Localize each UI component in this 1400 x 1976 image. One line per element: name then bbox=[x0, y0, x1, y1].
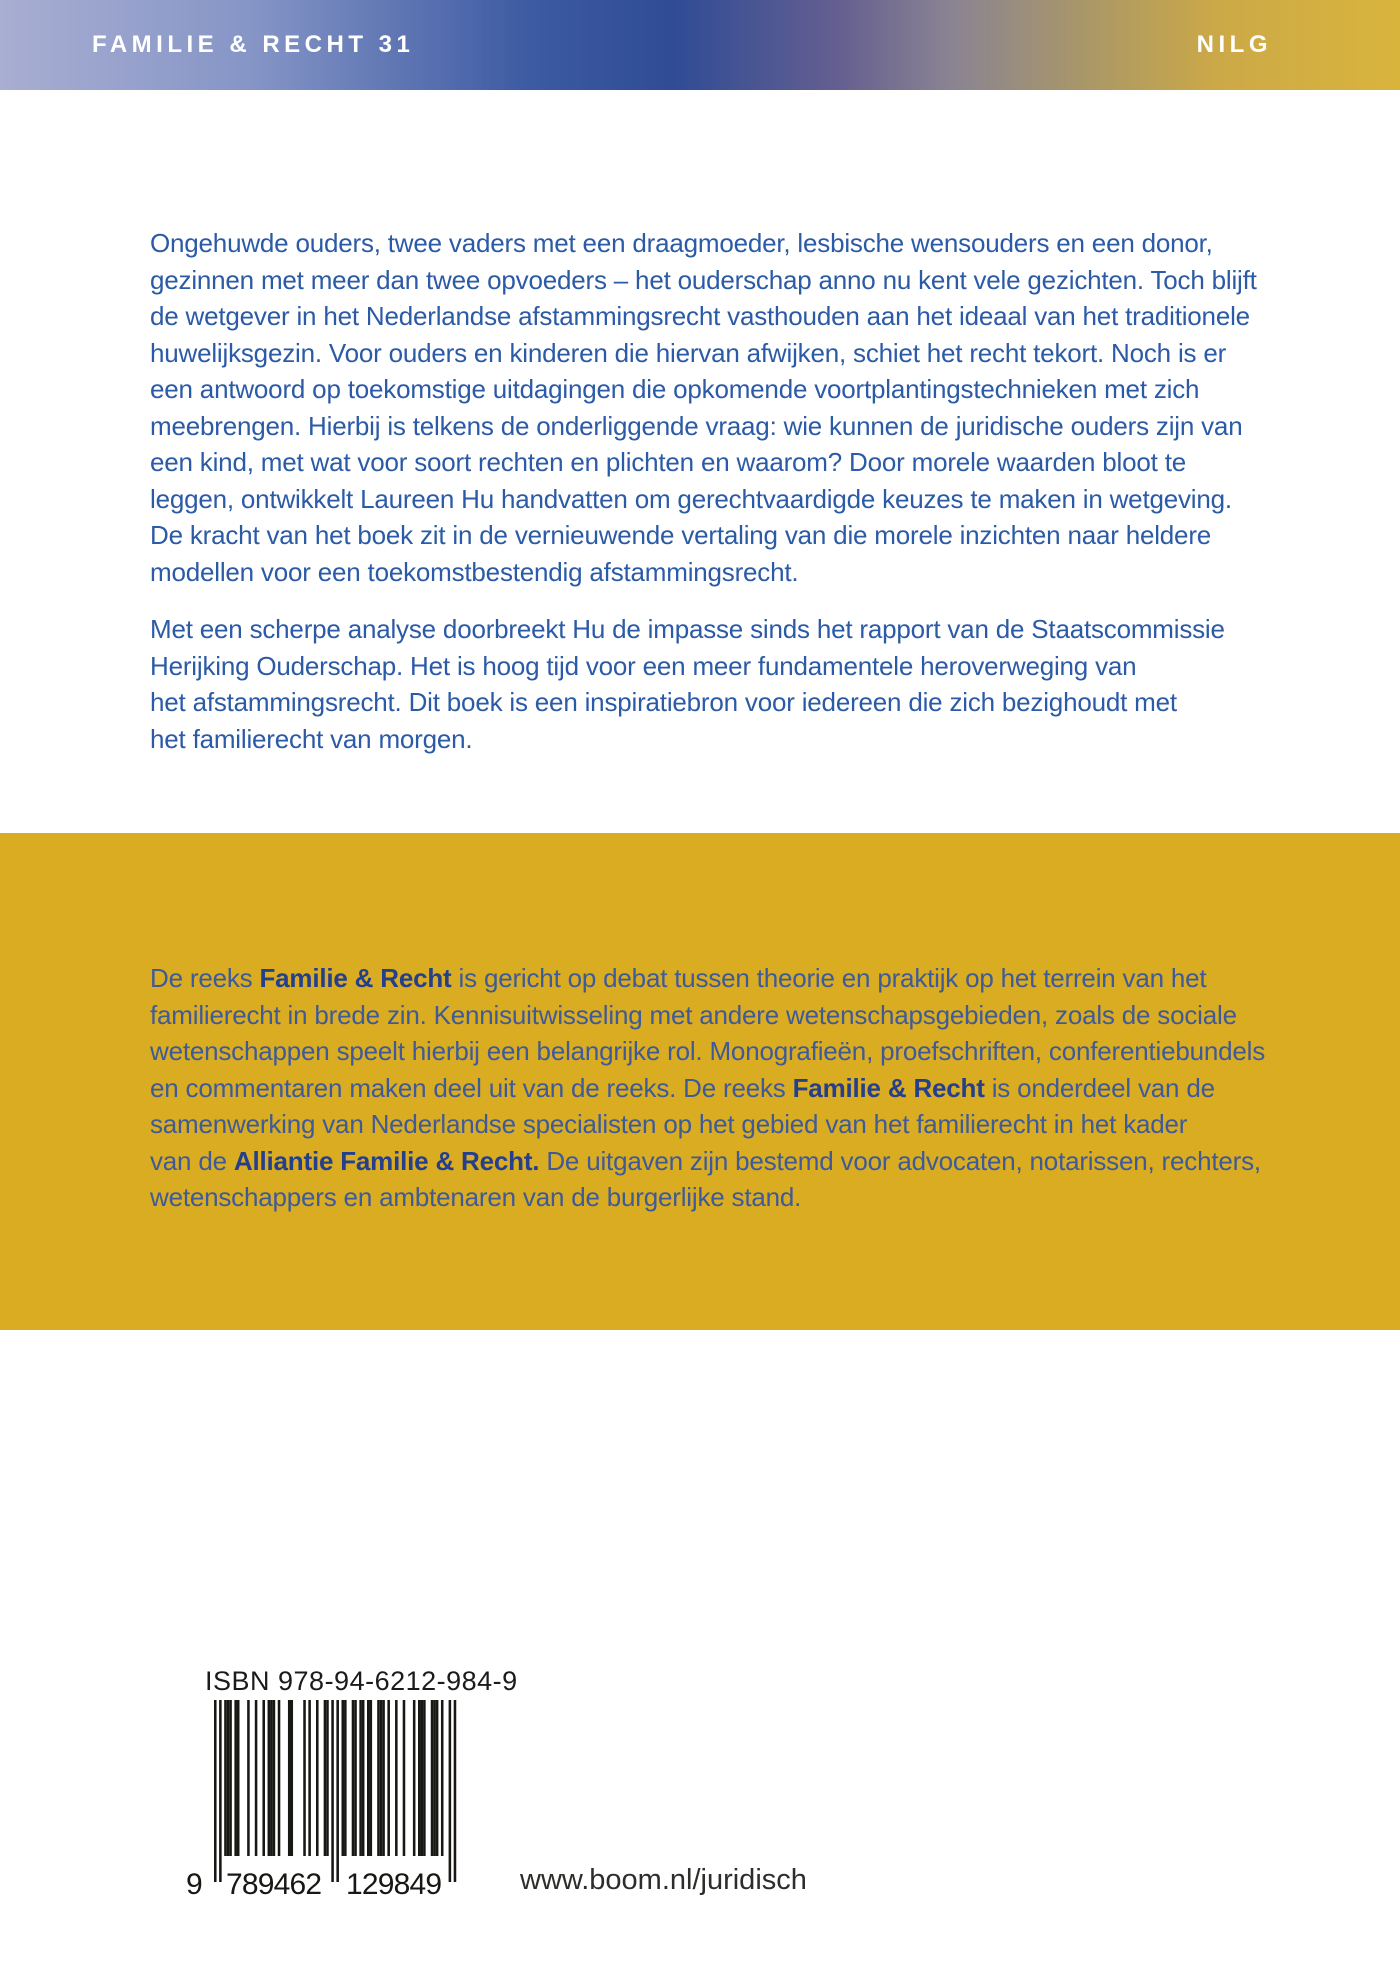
topbar bbox=[0, 0, 1400, 90]
text-segment: van de bbox=[150, 1145, 234, 1176]
svg-text:789462: 789462 bbox=[226, 1868, 322, 1901]
text-segment: samenwerking van Nederlandse specialisten op het gebied van het familierecht in het kader bbox=[150, 1109, 1188, 1139]
ean13-barcode bbox=[186, 1700, 462, 1902]
blurb-paragraph-2 bbox=[150, 611, 1270, 757]
back-cover-blurb bbox=[150, 225, 1270, 757]
series-number-label: FAMILIE & RECHT 31 bbox=[92, 31, 415, 58]
series-description-text bbox=[150, 960, 1400, 1216]
series-name-bold: Alliantie Familie & Recht. bbox=[233, 1145, 540, 1176]
svg-text:9: 9 bbox=[186, 1868, 203, 1901]
text-line bbox=[150, 997, 1400, 1034]
text-segment: wetenschappers en ambtenaren van de burgerlijke stand. bbox=[150, 1182, 802, 1212]
text-line: de wetgever in het Nederlandse afstammingsrecht vasthouden aan het ideaal van het traditionele bbox=[150, 301, 1250, 331]
text-line: Herijking Ouderschap. Het is hoog tijd voor een meer fundamentele heroverweging van bbox=[150, 650, 1137, 681]
publisher-logo-text: NILG bbox=[1196, 31, 1272, 58]
text-line: huwelijksgezin. Voor ouders en kinderen die hiervan afwijken, schiet het recht tekort. Noch is er bbox=[150, 337, 1227, 368]
series-name-bold: Familie & Recht bbox=[792, 1072, 985, 1103]
text-line bbox=[150, 960, 1400, 997]
text-segment: De uitgaven zijn bestemd voor advocaten, notarissen, rechters, bbox=[539, 1145, 1261, 1176]
text-segment: is gericht op debat tussen theorie en praktijk op het terrein van het bbox=[451, 963, 1207, 993]
text-line bbox=[150, 1143, 1400, 1180]
text-line: gezinnen met meer dan twee opvoeders – het ouderschap anno nu kent vele gezichten. Toch blijft bbox=[150, 264, 1257, 295]
text-line: een kind, met wat voor soort rechten en plichten en waarom? Door morele waarden bloot te bbox=[150, 447, 1186, 477]
text-line: een antwoord op toekomstige uitdagingen die opkomende voortplantingstechnieken met zich bbox=[150, 374, 1200, 404]
svg-text:129849: 129849 bbox=[346, 1868, 442, 1901]
text-segment: en commentaren maken deel uit van de reeks. De reeks bbox=[150, 1072, 793, 1103]
series-description-band bbox=[0, 833, 1400, 1330]
text-segment: familierecht in brede zin. Kennisuitwisseling met andere wetenschapsgebieden, zoals de sociale bbox=[150, 999, 1237, 1030]
text-segment: is onderdeel van de bbox=[984, 1072, 1215, 1103]
series-name-bold: Familie & Recht bbox=[259, 963, 452, 993]
text-segment: wetenschappen speelt hierbij een belangrijke rol. Monografieën, proefschriften, conferentiebundels bbox=[150, 1036, 1266, 1066]
text-line: Ongehuwde ouders, twee vaders met een draagmoeder, lesbische wensouders en een donor, bbox=[150, 228, 1213, 258]
text-line: meebrengen. Hierbij is telkens de onderliggende vraag: wie kunnen de juridische ouders zijn van bbox=[150, 410, 1243, 441]
text-segment: De reeks bbox=[150, 963, 260, 993]
text-line: het afstammingsrecht. Dit boek is een inspiratiebron voor iedereen die zich bezighoudt met bbox=[150, 687, 1177, 717]
publisher-url: www.boom.nl/juridisch bbox=[520, 1864, 807, 1896]
text-line: modellen voor een toekomstbestendig afstammingsrecht. bbox=[150, 556, 799, 587]
text-line: het familierecht van morgen. bbox=[150, 723, 473, 754]
isbn-label: ISBN 978-94-6212-984-9 bbox=[205, 1666, 518, 1696]
text-line bbox=[150, 1179, 1400, 1216]
text-line: Met een scherpe analyse doorbreekt Hu de impasse sinds het rapport van de Staatscommissie bbox=[150, 614, 1225, 644]
text-line bbox=[150, 1033, 1400, 1070]
text-line: De kracht van het boek zit in de vernieuwende vertaling van die morele inzichten naar heldere bbox=[150, 520, 1212, 550]
text-line bbox=[150, 1106, 1400, 1143]
text-line bbox=[150, 1070, 1400, 1107]
blurb-paragraph-1 bbox=[150, 225, 1270, 590]
text-line: leggen, ontwikkelt Laureen Hu handvatten om gerechtvaardigde keuzes te maken in wetgeving. bbox=[150, 483, 1232, 514]
